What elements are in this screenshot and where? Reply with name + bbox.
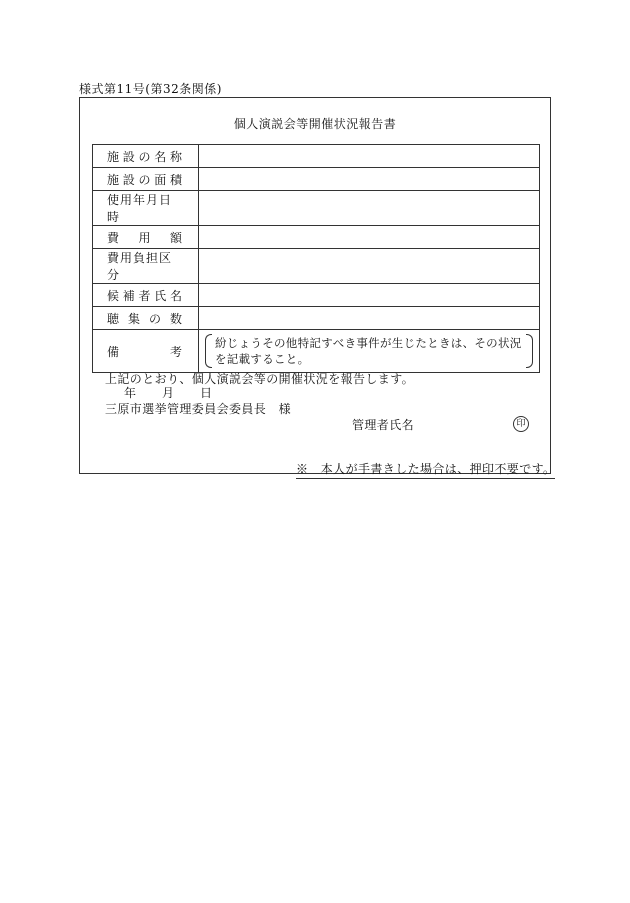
candidate-name-field[interactable] [199, 284, 540, 307]
row-label-remarks: 備 考 [93, 330, 199, 373]
table-row [93, 330, 540, 373]
table-row [93, 307, 540, 330]
seal-footnote: ※ 本人が手書きした場合は、押印不要です。 [296, 460, 555, 479]
remarks-note: 紛じょうその他特記すべき事件が生じたときは、その状況を記載すること。 [205, 334, 533, 368]
date-day-label: 日 [200, 386, 213, 400]
row-label-candidate-name: 候 補 者 氏 名 [93, 284, 199, 307]
row-label-facility-name: 施 設 の 名 称 [93, 145, 199, 168]
facility-area-field[interactable] [199, 168, 540, 191]
report-items-table [92, 144, 540, 373]
addressee: 三原市選挙管理委員会委員長 様 [105, 402, 292, 416]
row-label-cost-burden: 費用負担区分 [93, 249, 199, 284]
manager-name-label: 管理者氏名 [352, 418, 415, 432]
row-label-facility-area: 施 設 の 面 積 [93, 168, 199, 191]
date-year-label: 年 [124, 386, 137, 400]
table-row [93, 191, 540, 226]
table-row [93, 284, 540, 307]
facility-name-field[interactable] [199, 145, 540, 168]
table-row [93, 249, 540, 284]
row-label-usage-datetime: 使用年月日時 [93, 191, 199, 226]
form-number: 様式第11号(第32条関係) [79, 82, 222, 96]
table-row [93, 226, 540, 249]
date-month-label: 月 [162, 386, 175, 400]
seal-mark: 印 [513, 416, 529, 432]
remarks-field[interactable] [199, 330, 540, 373]
form-title: 個人演説会等開催状況報告書 [233, 117, 397, 131]
table-row [93, 168, 540, 191]
row-label-audience-count: 聴 集 の 数 [93, 307, 199, 330]
audience-count-field[interactable] [199, 307, 540, 330]
cost-field[interactable] [199, 226, 540, 249]
report-form-frame [79, 97, 556, 476]
table-row [93, 145, 540, 168]
usage-datetime-field[interactable] [199, 191, 540, 226]
cost-burden-field[interactable] [199, 249, 540, 284]
report-statement: 上記のとおり、個人演説会等の開催状況を報告します。 [105, 372, 415, 386]
row-label-cost: 費 用 額 [93, 226, 199, 249]
